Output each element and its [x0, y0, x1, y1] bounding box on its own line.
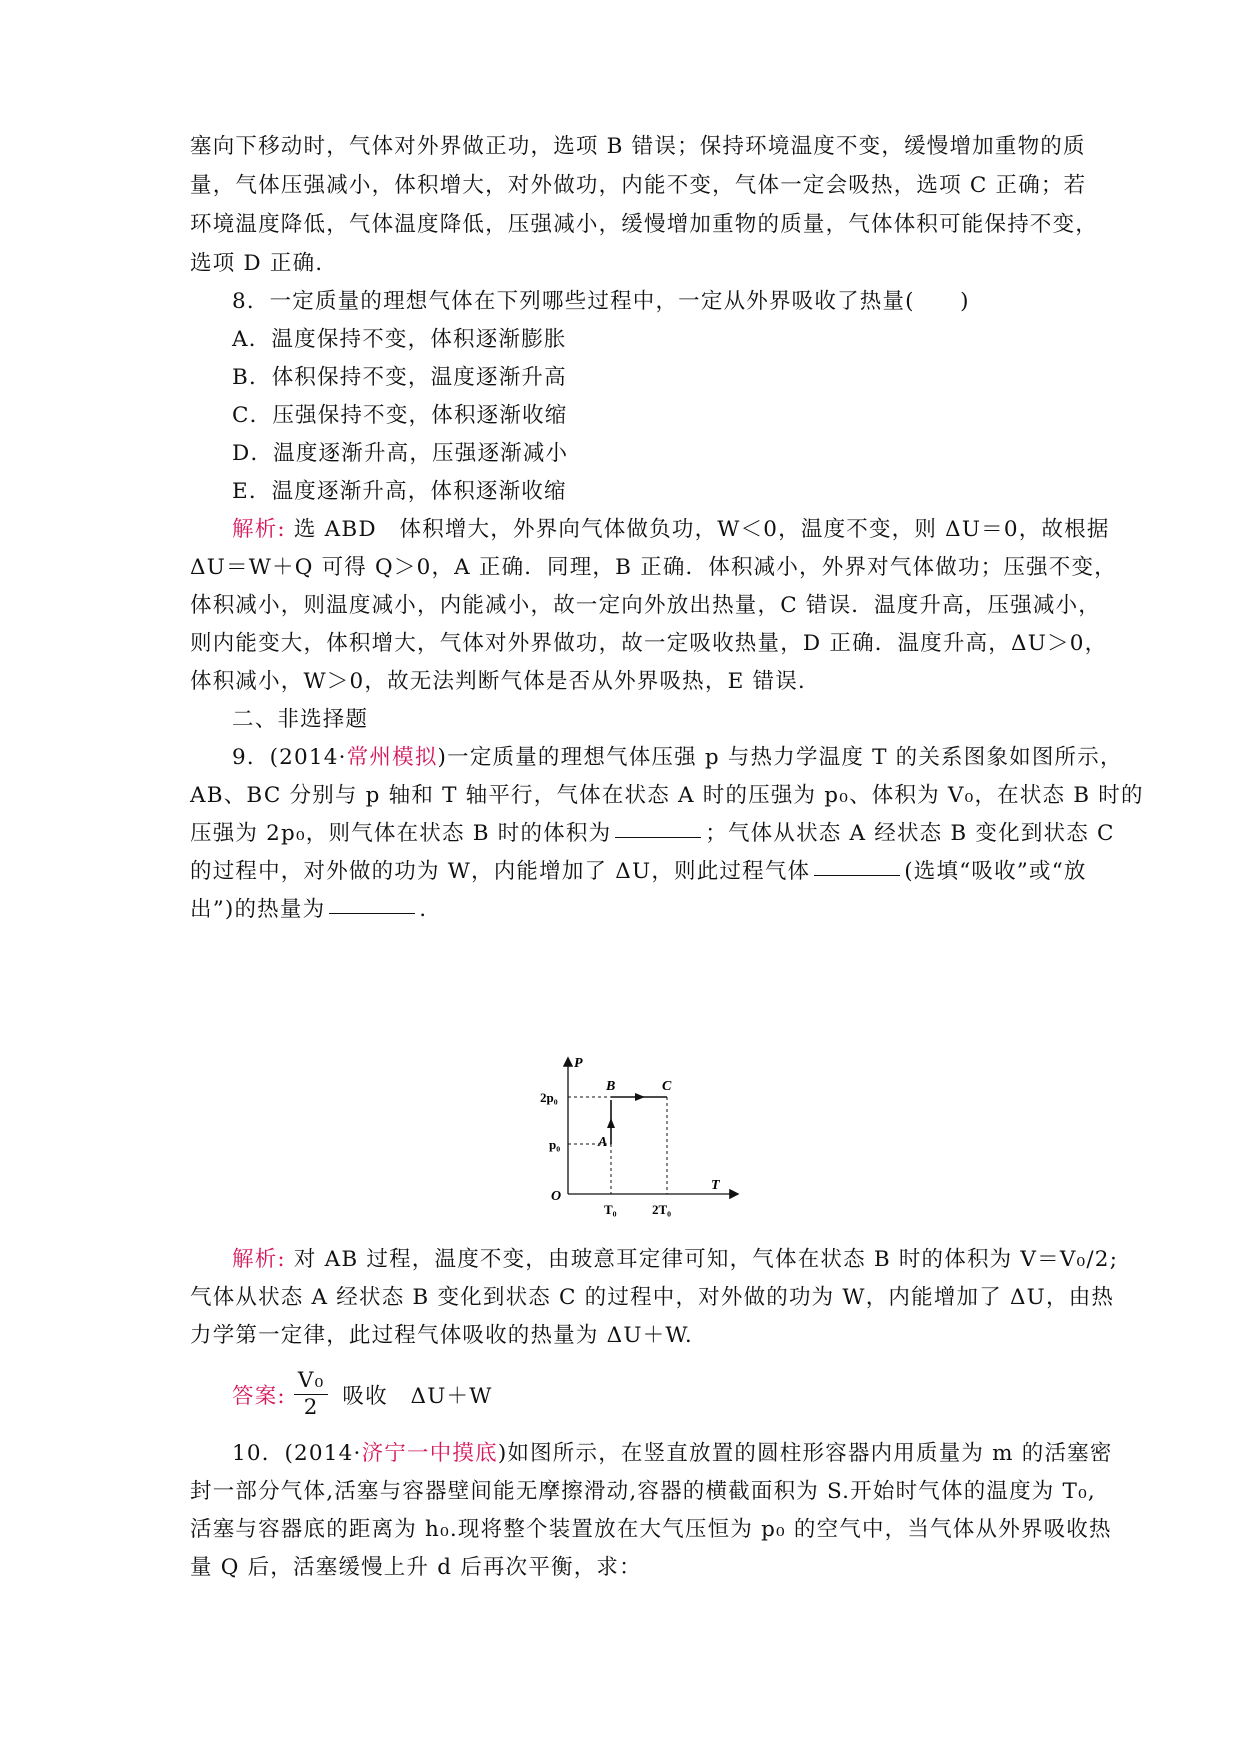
origin-label: O	[551, 1189, 562, 1204]
q8-option-c: C．压强保持不变，体积逐渐收缩	[232, 403, 568, 428]
q9-text3a: 压强为 2p₀，则气体在状态 B 时的体积为	[190, 821, 612, 846]
q9-analysis-line1	[232, 1238, 1119, 1281]
q9-line4	[190, 850, 1087, 893]
arrow-ab	[607, 1118, 615, 1128]
fraction-numerator: V₀	[294, 1368, 329, 1395]
sol7-line1: 塞向下移动时，气体对外界做正功，选项 B 错误；保持环境温度不变，缓慢增加重物的质	[190, 134, 1086, 159]
answer-rest: 吸收 ΔU＋W	[342, 1383, 493, 1409]
p-t-graph	[540, 1052, 750, 1222]
q10-line4: 量 Q 后，活塞缓慢上升 d 后再次平衡，求：	[190, 1555, 642, 1580]
q8-option-a: A．温度保持不变，体积逐渐膨胀	[232, 327, 567, 352]
analysis-label: 解析:	[232, 517, 286, 542]
tick-2p0: 2p₀	[540, 1090, 558, 1105]
analysis-label: 解析:	[232, 1247, 286, 1272]
q8-option-b: B．体积保持不变，温度逐渐升高	[232, 365, 567, 390]
answer-fraction	[294, 1368, 329, 1421]
q10-number: 10．(2014·	[232, 1441, 362, 1466]
q9-text4b: (选填“吸收”或“放	[904, 859, 1087, 884]
sol7-line2: 量，气体压强减小，体积增大，对外做功，内能不变，气体一定会吸热，选项 C 正确；若	[190, 173, 1087, 198]
q10-line3: 活塞与容器底的距离为 h₀.现将整个装置放在大气压恒为 p₀ 的空气中，当气体从外界吸收热	[190, 1517, 1112, 1542]
q8-analysis-line2: ΔU＝W＋Q 可得 Q＞0，A 正确．同理，B 正确．体积减小，外界对气体做功；压强不变，	[190, 555, 1117, 580]
q9-number: 9．(2014·	[232, 745, 347, 770]
q9-analysis-line2: 气体从状态 A 经状态 B 变化到状态 C 的过程中，对外做的功为 W，内能增加了 ΔU，由热	[190, 1285, 1115, 1310]
q10-text1: )如图所示，在竖直放置的圆柱形容器内用质量为 m 的活塞密	[497, 1441, 1113, 1466]
q8-option-d: D．温度逐渐升高，压强逐渐减小	[232, 441, 569, 466]
q9-analysis-line3: 力学第一定律，此过程气体吸收的热量为 ΔU＋W.	[190, 1323, 693, 1348]
sol7-line4: 选项 D 正确.	[190, 251, 324, 276]
tick-p0: p₀	[549, 1137, 561, 1152]
answer-label: 答案:	[232, 1383, 286, 1409]
q8-analysis-line4: 则内能变大，体积增大，气体对外界做功，故一定吸收热量，D 正确．温度升高，ΔU＞0，	[190, 631, 1108, 656]
t-axis-label: T	[711, 1178, 720, 1193]
p-axis-label: P	[574, 1056, 583, 1071]
point-c: C	[662, 1079, 672, 1094]
q9-answer	[232, 1364, 493, 1424]
sol7-line3: 环境温度降低，气体温度降低，压强减小，缓慢增加重物的质量，气体体积可能保持不变，	[190, 212, 1099, 237]
answer-blank	[814, 874, 900, 876]
q8-option-e: E．温度逐渐升高，体积逐渐收缩	[232, 479, 567, 504]
q8-stem: 8．一定质量的理想气体在下列哪些过程中，一定从外界吸收了热量( )	[232, 289, 970, 314]
q9-line2: AB、BC 分别与 p 轴和 T 轴平行，气体在状态 A 时的压强为 p₀、体积为 V₀，在状态 B 时的	[190, 783, 1144, 808]
q8-analysis-line1	[232, 508, 1110, 551]
tick-t0: T₀	[604, 1202, 617, 1217]
answer-blank	[329, 912, 415, 914]
q9-line5	[190, 888, 1052, 931]
q9-text4a: 的过程中，对外做的功为 W，内能增加了 ΔU，则此过程气体	[190, 859, 811, 884]
q10-line1	[232, 1432, 1113, 1475]
q9-text5a: 出”)的热量为	[190, 897, 326, 922]
q8-analysis-line3: 体积减小，则温度减小，内能减小，故一定向外放出热量，C 错误．温度升高，压强减小，	[190, 593, 1101, 618]
point-a: A	[598, 1135, 608, 1150]
section-title: 二、非选择题	[232, 707, 369, 732]
q9-analysis-text1: 对 AB 过程，温度不变，由玻意耳定律可知，气体在状态 B 时的体积为 V＝V₀/2;	[285, 1247, 1119, 1272]
q9-line3	[190, 812, 1115, 855]
answer-blank	[615, 836, 701, 838]
q8-analysis-text1: 选 ABD 体积增大，外界向气体做负功，W＜0，温度不变，则 ΔU＝0，故根据	[285, 517, 1110, 542]
q9-text1: )一定质量的理想气体压强 p 与热力学温度 T 的关系图象如图所示，	[437, 745, 1123, 770]
q10-line2: 封一部分气体,活塞与容器壁间能无摩擦滑动,容器的横截面积为 S.开始时气体的温度为 T₀,	[190, 1479, 1096, 1504]
q10-source: 济宁一中摸底	[361, 1441, 498, 1466]
point-b: B	[606, 1079, 616, 1094]
arrow-bc	[635, 1093, 645, 1101]
q9-text5b: .	[419, 897, 428, 922]
q8-analysis-line5: 体积减小，W＞0，故无法判断气体是否从外界吸热，E 错误.	[190, 669, 806, 694]
q9-text3b: ；气体从状态 A 经状态 B 变化到状态 C	[705, 821, 1115, 846]
q9-source: 常州模拟	[346, 745, 438, 770]
fraction-denominator: 2	[303, 1394, 319, 1420]
tick-2t0: 2T₀	[652, 1202, 672, 1217]
q9-line1	[232, 736, 1123, 779]
